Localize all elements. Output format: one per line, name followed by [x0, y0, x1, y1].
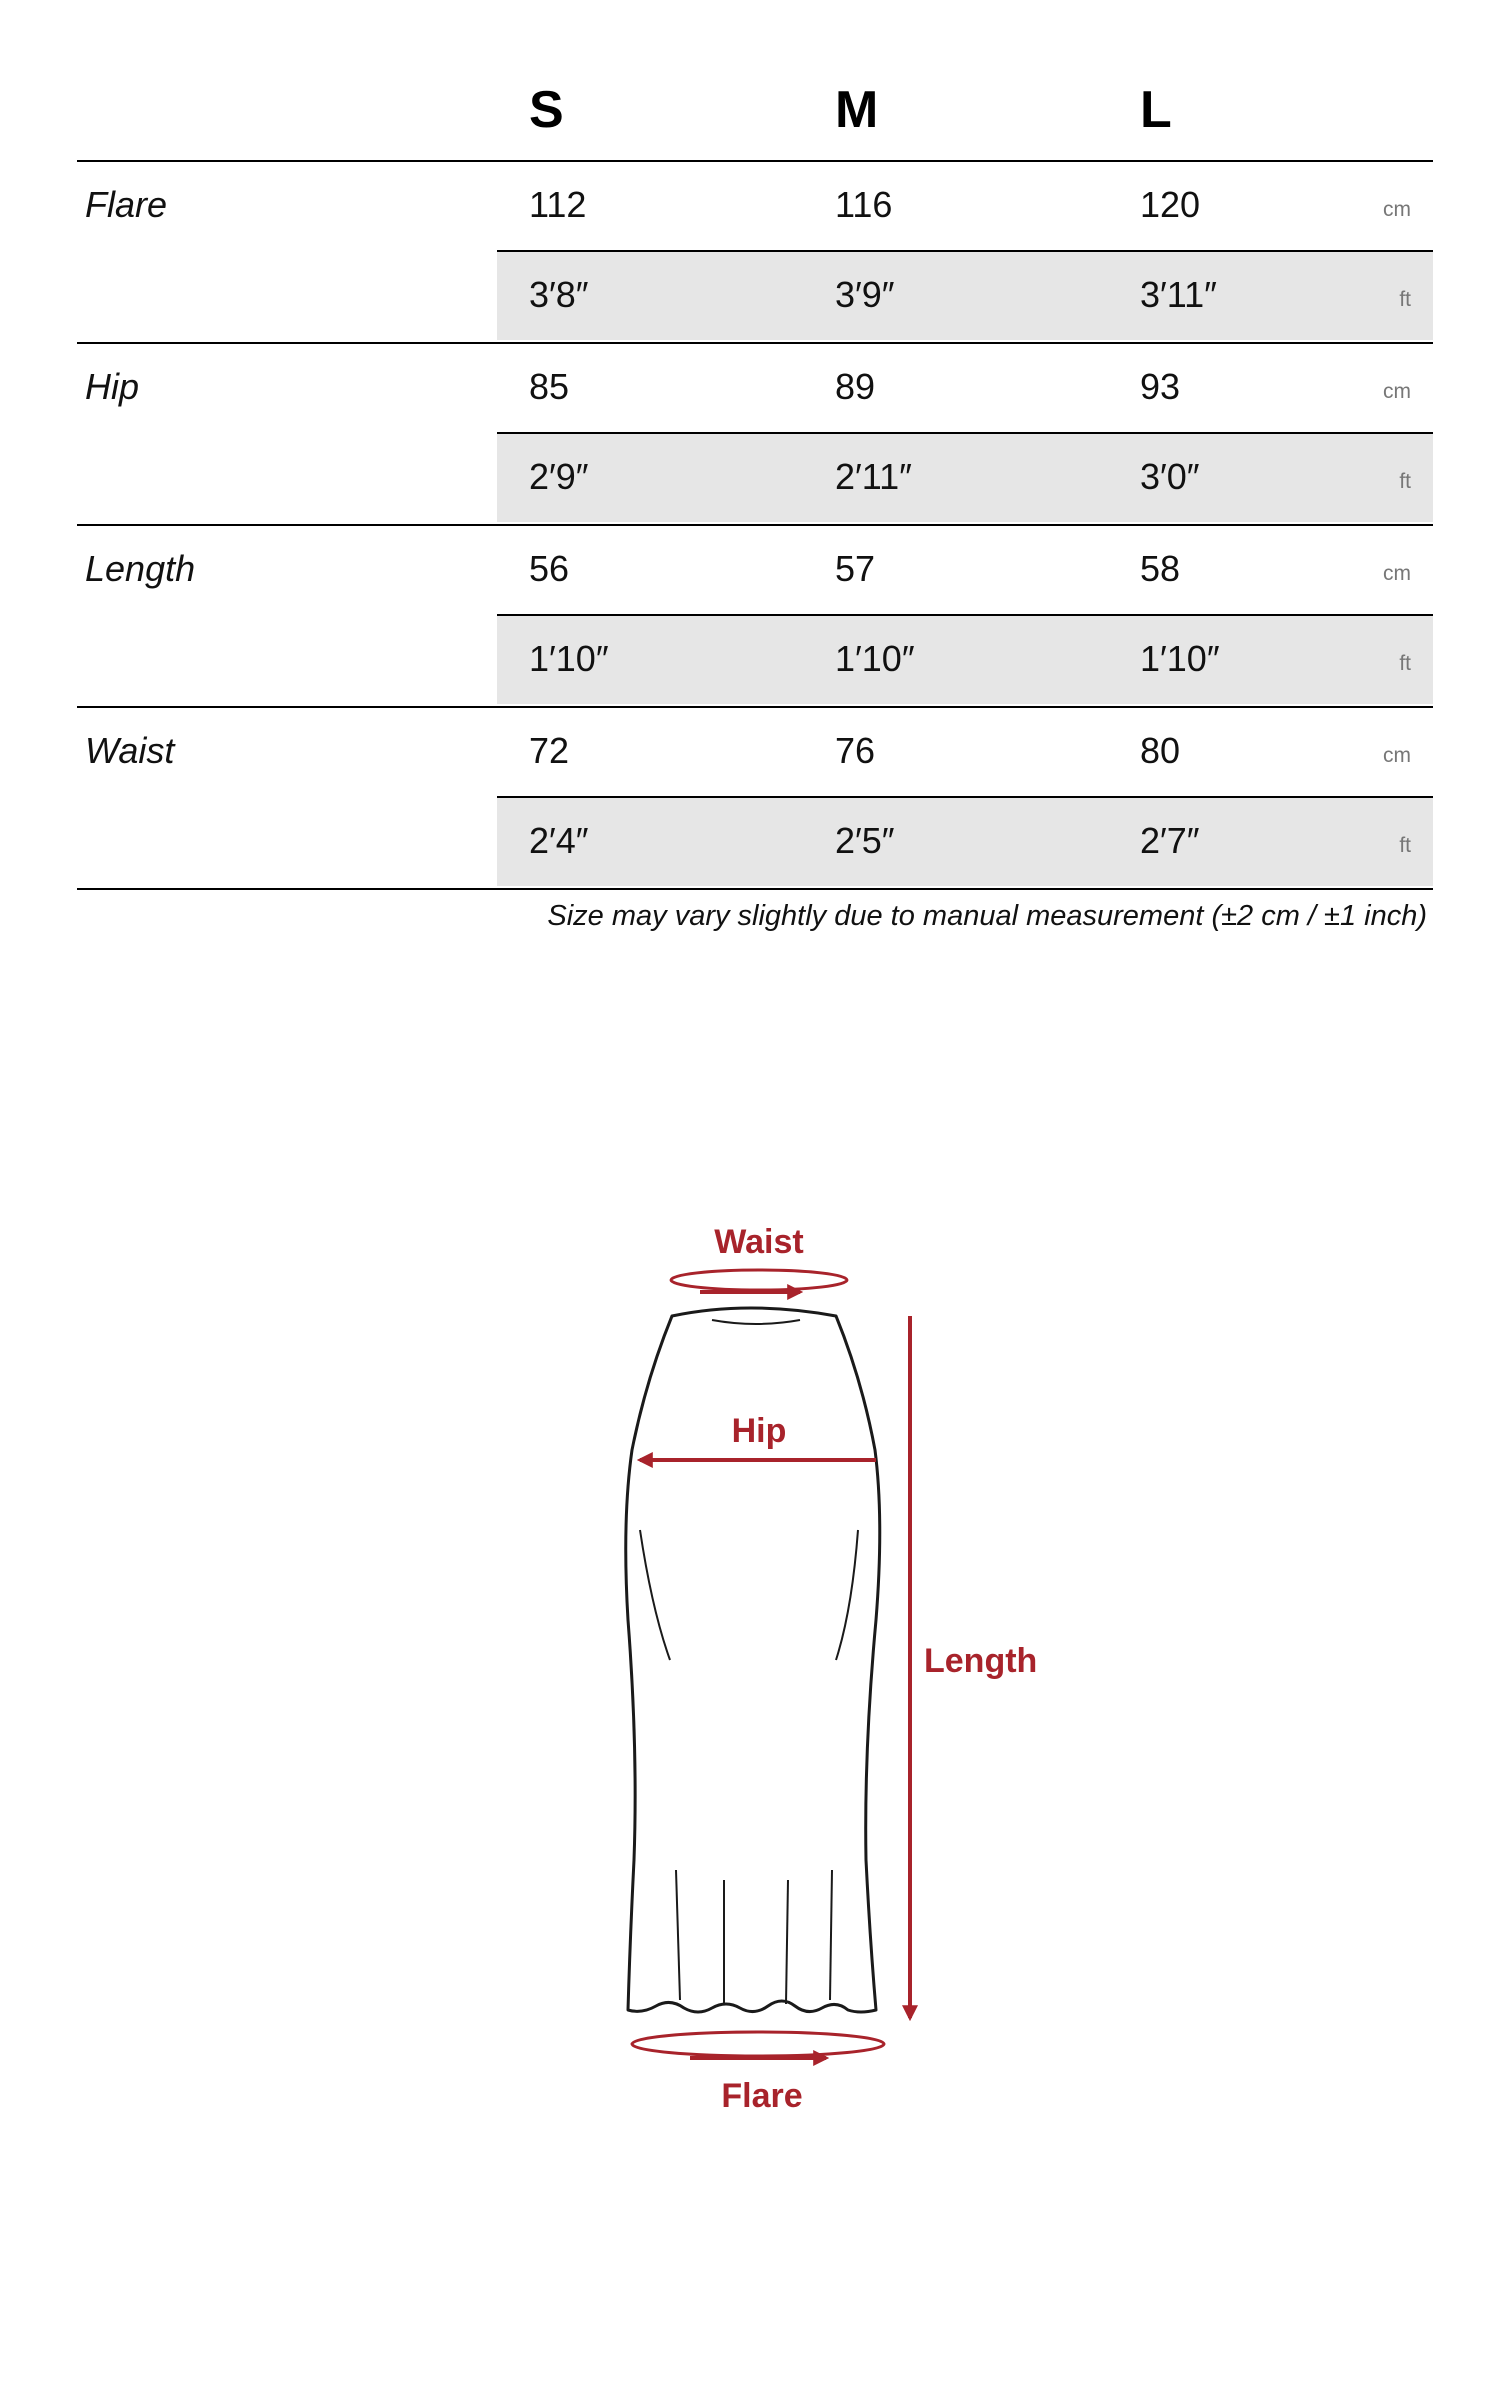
row-label-waist: Waist	[85, 730, 175, 771]
measurement-cell: 93	[1140, 366, 1181, 407]
measurement-cell: 80	[1140, 730, 1181, 771]
flare-measure-arrow-icon	[632, 2032, 884, 2058]
unit-ft-label: ft	[1399, 834, 1411, 857]
measurement-cell: 72	[529, 730, 570, 771]
row-label-hip: Hip	[85, 366, 140, 407]
size-header-m: M	[835, 81, 879, 139]
measurement-cell: 58	[1140, 548, 1181, 589]
row-divider	[497, 250, 1433, 252]
row-divider	[497, 432, 1433, 434]
measurement-cell: 85	[529, 366, 570, 407]
waist-measure-arrow-icon	[671, 1270, 847, 1292]
row-divider	[497, 614, 1433, 616]
unit-ft-label: ft	[1399, 288, 1411, 311]
row-divider	[497, 796, 1433, 798]
hip-label: Hip	[731, 1412, 787, 1450]
measurement-cell: 2′7″	[1140, 820, 1200, 861]
section-rule	[77, 342, 1433, 344]
measurement-cell: 120	[1140, 184, 1201, 225]
measurement-cell: 112	[529, 184, 587, 225]
section-rule	[77, 706, 1433, 708]
imperial-row-background	[497, 434, 1433, 522]
measurement-cell: 1′10″	[1140, 638, 1220, 679]
row-label-length: Length	[85, 548, 196, 589]
size-header-l: L	[1140, 81, 1172, 139]
section-rule	[77, 524, 1433, 526]
length-label: Length	[924, 1642, 1038, 1680]
measurement-cell: 116	[835, 184, 893, 225]
unit-cm-label: cm	[1383, 562, 1411, 585]
skirt-measurement-diagram	[0, 1150, 1500, 2150]
measurement-cell: 2′4″	[529, 820, 589, 861]
measurement-cell: 1′10″	[835, 638, 915, 679]
measurement-cell: 3′0″	[1140, 456, 1200, 497]
imperial-row-background	[497, 798, 1433, 886]
measurement-cell: 57	[835, 548, 876, 589]
imperial-row-background	[497, 616, 1433, 704]
unit-cm-label: cm	[1383, 380, 1411, 403]
measurement-cell: 2′5″	[835, 820, 895, 861]
measurement-cell: 3′11″	[1140, 274, 1217, 315]
measurement-cell: 76	[835, 730, 876, 771]
imperial-row-background	[497, 252, 1433, 340]
measurement-cell: 3′9″	[835, 274, 895, 315]
waist-label: Waist	[714, 1223, 804, 1261]
header-rule	[77, 160, 1433, 162]
measurement-cell: 1′10″	[529, 638, 609, 679]
measurement-cell: 56	[529, 548, 570, 589]
section-rule	[77, 888, 1433, 890]
row-label-flare: Flare	[85, 184, 168, 225]
size-header-s: S	[529, 81, 564, 139]
unit-ft-label: ft	[1399, 470, 1411, 493]
unit-ft-label: ft	[1399, 652, 1411, 675]
measurement-cell: 89	[835, 366, 876, 407]
measurement-note: Size may vary slightly due to manual measurement (±2 cm / ±1 inch)	[547, 900, 1427, 932]
measurement-cell: 3′8″	[529, 274, 589, 315]
measurement-cell: 2′11″	[835, 456, 912, 497]
flare-label: Flare	[721, 2077, 803, 2115]
unit-cm-label: cm	[1383, 744, 1411, 767]
measurement-cell: 2′9″	[529, 456, 589, 497]
unit-cm-label: cm	[1383, 198, 1411, 221]
